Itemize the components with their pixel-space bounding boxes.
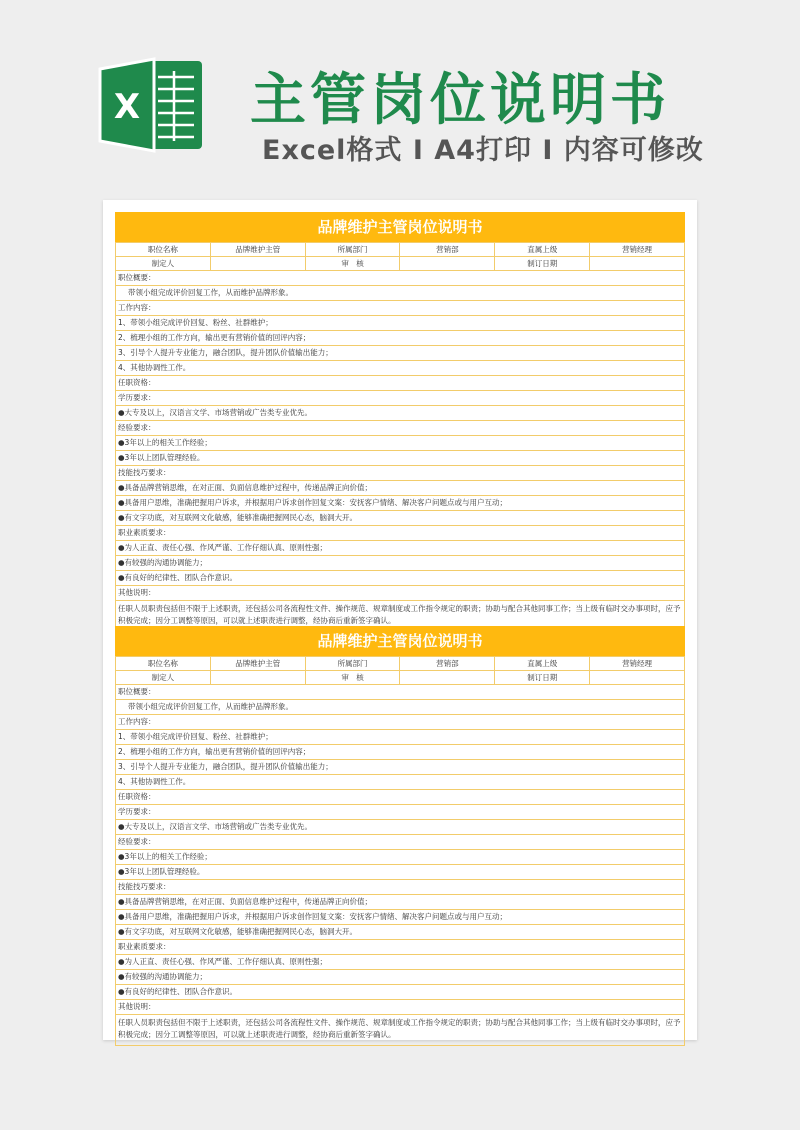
info-cell[interactable]: 品牌维护主管 [210,657,305,671]
job-description-form-2 [115,626,685,1046]
content-line[interactable]: 职位概要： [115,271,685,286]
content-line[interactable]: ●大专及以上，汉语言文学、市场营销或广告类专业优先。 [115,820,685,835]
job-description-form-1 [115,212,685,632]
page-title: 主管岗位说明书 [250,68,670,133]
content-line[interactable]: 技能技巧要求： [115,466,685,481]
info-cell[interactable]: 制定人 [116,671,211,685]
info-cell[interactable]: 直属上级 [495,657,590,671]
info-cell[interactable]: 营销经理 [590,243,685,257]
info-cell[interactable]: 所属部门 [305,243,400,257]
info-cell[interactable] [590,257,685,271]
content-line[interactable]: 其他说明： [115,1000,685,1015]
content-line[interactable]: 其他说明： [115,586,685,601]
content-line[interactable]: 3、引导个人提升专业能力，融合团队，提升团队价值输出能力； [115,346,685,361]
content-line[interactable]: ●大专及以上，汉语言文学、市场营销或广告类专业优先。 [115,406,685,421]
info-cell[interactable]: 所属部门 [305,657,400,671]
content-line[interactable]: 职业素质要求： [115,940,685,955]
info-cell[interactable]: 制定人 [116,257,211,271]
info-cell[interactable]: 营销部 [400,657,495,671]
note-paragraph[interactable]: 任职人员职责包括但不限于上述职责，还包括公司各流程性文件、操作规范、规章制度或工作指令规定的职责；协助与配合其他同事工作；当上级有临时交办事项时，应予积极完成；因分工调整等原因，可以就上述职责进行调整，经协商后重新签字确认。 [115,1015,685,1046]
info-cell[interactable]: 制订日期 [495,671,590,685]
info-cell[interactable]: 制订日期 [495,257,590,271]
content-line[interactable]: 1、带领小组完成评价回复、粉丝、社群维护； [115,316,685,331]
info-cell[interactable] [210,671,305,685]
content-line[interactable]: ●3年以上团队管理经验。 [115,451,685,466]
content-line[interactable]: 工作内容： [115,715,685,730]
note-paragraph[interactable]: 任职人员职责包括但不限于上述职责，还包括公司各流程性文件、操作规范、规章制度或工作指令规定的职责；协助与配合其他同事工作；当上级有临时交办事项时，应予积极完成；因分工调整等原因，可以就上述职责进行调整，经协商后重新签字确认。 [115,601,685,632]
content-line[interactable]: ●具备品牌营销思维，在对正面、负面信息维护过程中，传递品牌正向价值； [115,481,685,496]
content-line[interactable]: ●有较强的沟通协调能力； [115,556,685,571]
info-cell[interactable] [400,257,495,271]
page-subtitle: Excel格式 I A4打印 I 内容可修改 [262,135,704,166]
content-line[interactable]: 带领小组完成评价回复工作，从而维护品牌形象。 [115,700,685,715]
info-cell[interactable]: 职位名称 [116,243,211,257]
content-line[interactable]: 任职资格： [115,376,685,391]
header [0,0,800,190]
info-row [116,257,685,271]
content-line[interactable]: 学历要求： [115,805,685,820]
form-title: 品牌维护主管岗位说明书 [115,212,685,242]
content-line[interactable]: 经验要求： [115,421,685,436]
content-line[interactable]: 经验要求： [115,835,685,850]
info-cell[interactable]: 营销部 [400,243,495,257]
content-line[interactable]: ●为人正直、责任心强、作风严谨、工作仔细认真、原则性强； [115,955,685,970]
logo-letter: X [113,87,141,127]
info-cell[interactable] [210,257,305,271]
info-cell[interactable]: 审 核 [305,257,400,271]
info-row [116,243,685,257]
content-line[interactable]: ●具备用户思维，准确把握用户诉求，并根据用户诉求创作回复文案：安抚客户情绪、解决客户问题点或与用户互动； [115,496,685,511]
content-line[interactable]: 技能技巧要求： [115,880,685,895]
info-cell[interactable]: 营销经理 [590,657,685,671]
info-cell[interactable]: 审 核 [305,671,400,685]
content-line[interactable]: 职位概要： [115,685,685,700]
content-line[interactable]: 4、其他协调性工作。 [115,775,685,790]
info-table [115,656,685,685]
info-row [116,657,685,671]
info-cell[interactable]: 品牌维护主管 [210,243,305,257]
content-line[interactable]: ●3年以上团队管理经验。 [115,865,685,880]
content-line[interactable]: ●具备品牌营销思维，在对正面、负面信息维护过程中，传递品牌正向价值； [115,895,685,910]
info-cell[interactable]: 职位名称 [116,657,211,671]
info-row [116,671,685,685]
content-line[interactable]: ●3年以上的相关工作经验； [115,436,685,451]
form-title: 品牌维护主管岗位说明书 [115,626,685,656]
content-line[interactable]: 3、引导个人提升专业能力，融合团队，提升团队价值输出能力； [115,760,685,775]
info-cell[interactable] [400,671,495,685]
content-line[interactable]: ●有较强的沟通协调能力； [115,970,685,985]
content-line[interactable]: 任职资格： [115,790,685,805]
content-line[interactable]: 职业素质要求： [115,526,685,541]
content-line[interactable]: ●有良好的纪律性、团队合作意识。 [115,985,685,1000]
content-line[interactable]: ●有良好的纪律性、团队合作意识。 [115,571,685,586]
info-cell[interactable] [590,671,685,685]
content-line[interactable]: ●3年以上的相关工作经验； [115,850,685,865]
excel-logo-icon [96,55,206,155]
content-line[interactable]: 4、其他协调性工作。 [115,361,685,376]
content-line[interactable]: 学历要求： [115,391,685,406]
content-line[interactable]: 1、带领小组完成评价回复、粉丝、社群维护； [115,730,685,745]
document-paper [103,200,697,1040]
info-cell[interactable]: 直属上级 [495,243,590,257]
content-line[interactable]: ●为人正直、责任心强、作风严谨、工作仔细认真、原则性强； [115,541,685,556]
content-line[interactable]: ●有文字功底，对互联网文化敏感，能够准确把握网民心态，脑洞大开。 [115,511,685,526]
content-line[interactable]: 2、梳理小组的工作方向，输出更有营销价值的回评内容； [115,331,685,346]
content-line[interactable]: 带领小组完成评价回复工作，从而维护品牌形象。 [115,286,685,301]
content-line[interactable]: ●具备用户思维，准确把握用户诉求，并根据用户诉求创作回复文案：安抚客户情绪、解决客户问题点或与用户互动； [115,910,685,925]
content-line[interactable]: 工作内容： [115,301,685,316]
info-table [115,242,685,271]
content-line[interactable]: 2、梳理小组的工作方向，输出更有营销价值的回评内容； [115,745,685,760]
content-line[interactable]: ●有文字功底，对互联网文化敏感，能够准确把握网民心态，脑洞大开。 [115,925,685,940]
